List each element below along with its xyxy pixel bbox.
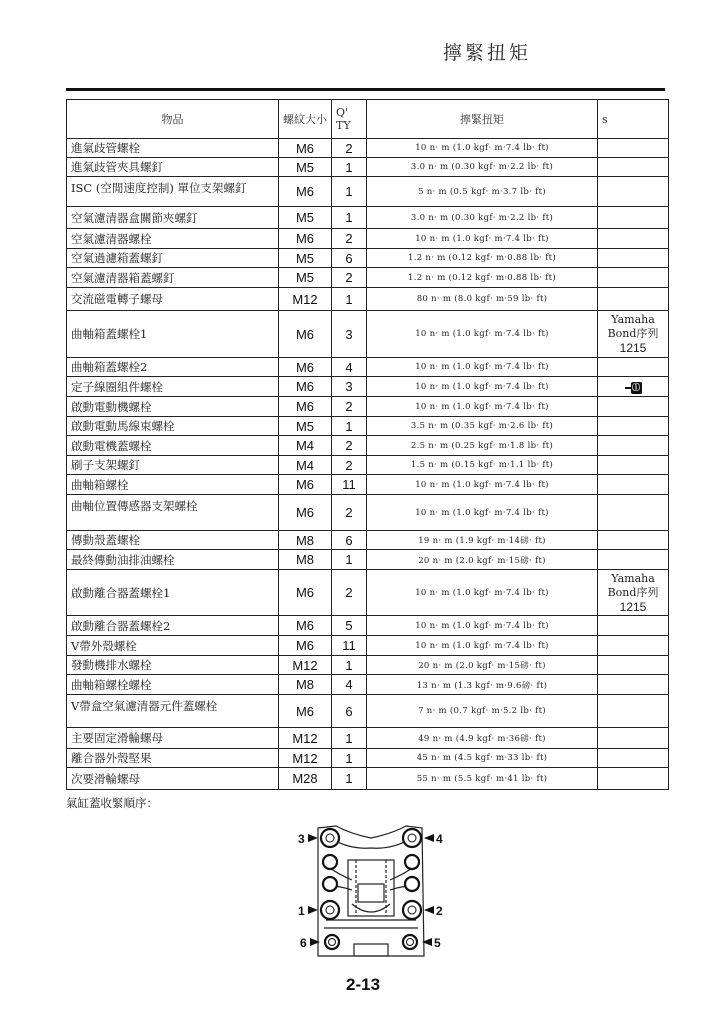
thread-size: M4 xyxy=(279,456,332,475)
table-row xyxy=(67,749,669,768)
table-row xyxy=(67,768,669,790)
thread-size: M6 xyxy=(279,570,332,616)
thread-size: M6 xyxy=(279,377,332,397)
notes-cell xyxy=(598,358,669,377)
item-name: V帶盒空氣濾清器元件蓋螺栓 xyxy=(67,695,279,728)
torque-value: 10 n· m (1.0 kgf· m·7.4 lb· ft) xyxy=(367,636,598,656)
torque-value: 10 n· m (1.0 kgf· m·7.4 lb· ft) xyxy=(367,397,598,417)
quantity: 2 xyxy=(332,268,367,288)
quantity: 1 xyxy=(332,207,367,229)
notes-cell xyxy=(598,268,669,288)
quantity: 1 xyxy=(332,158,367,177)
quantity: 2 xyxy=(332,570,367,616)
thread-size: M8 xyxy=(279,675,332,695)
notes-cell xyxy=(598,636,669,656)
thread-size: M12 xyxy=(279,656,332,675)
torque-value: 3.0 n· m (0.30 kgf· m·2.2 lb· ft) xyxy=(367,158,598,177)
item-name: 空氣過濾箱蓋螺釘 xyxy=(67,249,279,268)
torque-value: 3.5 n· m (0.35 kgf· m·2.6 lb· ft) xyxy=(367,417,598,436)
table-row xyxy=(67,436,669,456)
table-row xyxy=(67,636,669,656)
quantity: 1 xyxy=(332,550,367,570)
item-name: 曲軸箱蓋螺栓2 xyxy=(67,358,279,377)
quantity: 2 xyxy=(332,456,367,475)
table-row xyxy=(67,358,669,377)
notes-cell xyxy=(598,417,669,436)
table-row xyxy=(67,656,669,675)
callout-5: 5 xyxy=(434,936,441,950)
item-name: 曲軸箱蓋螺栓1 xyxy=(67,311,279,358)
quantity: 6 xyxy=(332,249,367,268)
torque-value: 10 n· m (1.0 kgf· m·7.4 lb· ft) xyxy=(367,139,598,158)
page-title: 擰緊扭矩 xyxy=(443,42,532,64)
quantity: 6 xyxy=(332,531,367,550)
table-row xyxy=(67,397,669,417)
notes-cell xyxy=(598,377,669,397)
table-row xyxy=(67,570,669,616)
thread-size: M6 xyxy=(279,475,332,495)
thread-size: M12 xyxy=(279,749,332,768)
torque-value: 7 n· m (0.7 kgf· m·5.2 lb· ft) xyxy=(367,695,598,728)
notes-cell xyxy=(598,531,669,550)
table-row xyxy=(67,475,669,495)
quantity: 2 xyxy=(332,139,367,158)
item-name: 刷子支架螺釘 xyxy=(67,456,279,475)
quantity: 4 xyxy=(332,675,367,695)
item-name: ISC (空閒速度控制) 單位支架螺釘 xyxy=(67,177,279,207)
quantity: 2 xyxy=(332,436,367,456)
notes-cell xyxy=(598,288,669,311)
item-name: 啟動離合器蓋螺栓2 xyxy=(67,616,279,636)
thread-size: M6 xyxy=(279,636,332,656)
quantity: 5 xyxy=(332,616,367,636)
torque-value: 1.2 n· m (0.12 kgf· m·0.88 lb· ft) xyxy=(367,268,598,288)
notes-cell xyxy=(598,695,669,728)
table-row xyxy=(67,456,669,475)
quantity: 1 xyxy=(332,749,367,768)
cylinder-head-diagram xyxy=(296,824,446,958)
quantity: 1 xyxy=(332,288,367,311)
header-thread-size: 螺紋大小 xyxy=(279,100,332,139)
item-name: 空氣濾清器螺栓 xyxy=(67,229,279,249)
torque-value: 80 n· m (8.0 kgf· m·59 lb· ft) xyxy=(367,288,598,311)
callout-6: 6 xyxy=(300,936,307,950)
thread-size: M5 xyxy=(279,249,332,268)
item-name: 曲軸箱螺栓 xyxy=(67,475,279,495)
torque-value: 10 n· m (1.0 kgf· m·7.4 lb· ft) xyxy=(367,229,598,249)
thread-size: M6 xyxy=(279,229,332,249)
notes-cell xyxy=(598,495,669,531)
torque-value: 10 n· m (1.0 kgf· m·7.4 lb· ft) xyxy=(367,495,598,531)
torque-value: 13 n· m (1.3 kgf· m·9.6磅· ft) xyxy=(367,675,598,695)
nozzle-shape xyxy=(625,387,631,389)
torque-value: 49 n· m (4.9 kgf· m·36磅· ft) xyxy=(367,728,598,749)
notes-cell xyxy=(598,768,669,790)
thread-size: M6 xyxy=(279,495,332,531)
callout-2: 2 xyxy=(436,904,443,918)
item-name: 進氣歧管螺栓 xyxy=(67,139,279,158)
torque-value: 10 n· m (1.0 kgf· m·7.4 lb· ft) xyxy=(367,377,598,397)
table-row xyxy=(67,695,669,728)
table-row xyxy=(67,249,669,268)
table-row xyxy=(67,288,669,311)
item-name: 主要固定滑輪螺母 xyxy=(67,728,279,749)
item-name: 進氣歧管夾具螺釘 xyxy=(67,158,279,177)
table-row xyxy=(67,495,669,531)
thread-size: M5 xyxy=(279,158,332,177)
quantity: 1 xyxy=(332,728,367,749)
header-item: 物品 xyxy=(67,100,279,139)
thread-size: M6 xyxy=(279,358,332,377)
quantity: 6 xyxy=(332,695,367,728)
torque-table xyxy=(66,99,669,790)
sealant-number: 1215 xyxy=(619,599,647,614)
torque-value: 1.2 n· m (0.12 kgf· m·0.88 lb· ft) xyxy=(367,249,598,268)
table-row xyxy=(67,377,669,397)
thread-size: M6 xyxy=(279,397,332,417)
notes-cell xyxy=(598,139,669,158)
notes-cell xyxy=(598,311,669,358)
torque-value: 20 n· m (2.0 kgf· m·15磅· ft) xyxy=(367,550,598,570)
item-name: 空氣濾清器箱蓋螺釘 xyxy=(67,268,279,288)
table-row xyxy=(67,158,669,177)
header-quantity: Q' TY xyxy=(332,100,367,139)
torque-value: 10 n· m (1.0 kgf· m·7.4 lb· ft) xyxy=(367,475,598,495)
thread-size: M6 xyxy=(279,177,332,207)
sealant-number: 1215 xyxy=(619,341,647,355)
torque-value: 10 n· m (1.0 kgf· m·7.4 lb· ft) xyxy=(367,616,598,636)
torque-value: 10 n· m (1.0 kgf· m·7.4 lb· ft) xyxy=(367,570,598,616)
table-row xyxy=(67,207,669,229)
item-name: 啟動電機蓋螺栓 xyxy=(67,436,279,456)
title-divider xyxy=(66,88,665,91)
table-row xyxy=(67,139,669,158)
quantity: 2 xyxy=(332,397,367,417)
thread-size: M5 xyxy=(279,207,332,229)
item-name: 發動機排水螺栓 xyxy=(67,656,279,675)
torque-value: 19 n· m (1.9 kgf· m·14磅· ft) xyxy=(367,531,598,550)
quantity: 1 xyxy=(332,656,367,675)
locking-agent-icon xyxy=(625,382,642,394)
table-row xyxy=(67,550,669,570)
quantity: 2 xyxy=(332,229,367,249)
item-name: 次要滑輪螺母 xyxy=(67,768,279,790)
thread-size: M5 xyxy=(279,268,332,288)
thread-size: M6 xyxy=(279,311,332,358)
quantity: 11 xyxy=(332,636,367,656)
notes-cell xyxy=(598,749,669,768)
torque-value: 2.5 n· m (0.25 kgf· m·1.8 lb· ft) xyxy=(367,436,598,456)
sealant-note: Yamaha Bond序列 xyxy=(607,571,659,599)
table-row xyxy=(67,728,669,749)
thread-size: M6 xyxy=(279,616,332,636)
quantity: 2 xyxy=(332,495,367,531)
item-name: 啟動離合器蓋螺栓1 xyxy=(67,570,279,616)
quantity: 3 xyxy=(332,311,367,358)
header-notes: s xyxy=(598,100,669,139)
notes-cell xyxy=(598,158,669,177)
notes-cell xyxy=(598,436,669,456)
table-row xyxy=(67,531,669,550)
item-name: 曲軸位置傳感器支架螺栓 xyxy=(67,495,279,531)
item-name: 空氣濾清器盒關節夾螺釘 xyxy=(67,207,279,229)
notes-cell xyxy=(598,207,669,229)
torque-value: 55 n· m (5.5 kgf· m·41 lb· ft) xyxy=(367,768,598,790)
notes-cell xyxy=(598,177,669,207)
quantity: 1 xyxy=(332,177,367,207)
quantity: 4 xyxy=(332,358,367,377)
notes-cell xyxy=(598,249,669,268)
notes-cell xyxy=(598,656,669,675)
item-name: 啟動電動機螺栓 xyxy=(67,397,279,417)
torque-value: 10 n· m (1.0 kgf· m·7.4 lb· ft) xyxy=(367,358,598,377)
tightening-sequence-label: 氣缸蓋收緊順序： xyxy=(66,796,158,810)
item-name: 傳動殼蓋螺栓 xyxy=(67,531,279,550)
thread-size: M8 xyxy=(279,550,332,570)
thread-size: M6 xyxy=(279,139,332,158)
item-name: 最終傳動油排油螺栓 xyxy=(67,550,279,570)
table-row xyxy=(67,616,669,636)
notes-cell xyxy=(598,397,669,417)
header-torque: 擰緊扭矩 xyxy=(367,100,598,139)
page-number: 2-13 xyxy=(346,975,381,994)
thread-size: M28 xyxy=(279,768,332,790)
table-row xyxy=(67,229,669,249)
table-row xyxy=(67,311,669,358)
item-name: 啟動電動馬線束螺栓 xyxy=(67,417,279,436)
item-name: 離合器外殼堅果 xyxy=(67,749,279,768)
torque-value: 5 n· m (0.5 kgf· m·3.7 lb· ft) xyxy=(367,177,598,207)
callout-4: 4 xyxy=(436,832,443,846)
quantity: 1 xyxy=(332,417,367,436)
item-name: 曲軸箱螺栓螺栓 xyxy=(67,675,279,695)
torque-value: 3.0 n· m (0.30 kgf· m·2.2 lb· ft) xyxy=(367,207,598,229)
notes-cell xyxy=(598,570,669,616)
thread-size: M12 xyxy=(279,728,332,749)
notes-cell xyxy=(598,728,669,749)
locking-agent-glyph: ⓛ xyxy=(632,383,640,392)
table-header-row xyxy=(67,100,669,139)
quantity: 3 xyxy=(332,377,367,397)
callout-1: 1 xyxy=(298,904,305,918)
notes-cell xyxy=(598,675,669,695)
notes-cell xyxy=(598,456,669,475)
torque-value: 45 n· m (4.5 kgf· m·33 lb· ft) xyxy=(367,749,598,768)
sealant-note: Yamaha Bond序列 xyxy=(607,313,659,340)
torque-value: 10 n· m (1.0 kgf· m·7.4 lb· ft) xyxy=(367,311,598,358)
torque-value: 1.5 n· m (0.15 kgf· m·1.1 lb· ft) xyxy=(367,456,598,475)
notes-cell xyxy=(598,550,669,570)
item-name: 定子線圈組件螺栓 xyxy=(67,377,279,397)
callout-3: 3 xyxy=(298,832,305,846)
table-row xyxy=(67,177,669,207)
thread-size: M5 xyxy=(279,417,332,436)
quantity: 1 xyxy=(332,768,367,790)
table-row xyxy=(67,675,669,695)
item-name: 交流磁電轉子螺母 xyxy=(67,288,279,311)
notes-cell xyxy=(598,229,669,249)
table-row xyxy=(67,417,669,436)
thread-size: M12 xyxy=(279,288,332,311)
torque-value: 20 n· m (2.0 kgf· m·15磅· ft) xyxy=(367,656,598,675)
table-row xyxy=(67,268,669,288)
thread-size: M6 xyxy=(279,695,332,728)
notes-cell xyxy=(598,475,669,495)
notes-cell xyxy=(598,616,669,636)
item-name: V帶外殼螺栓 xyxy=(67,636,279,656)
thread-size: M4 xyxy=(279,436,332,456)
quantity: 11 xyxy=(332,475,367,495)
thread-size: M8 xyxy=(279,531,332,550)
